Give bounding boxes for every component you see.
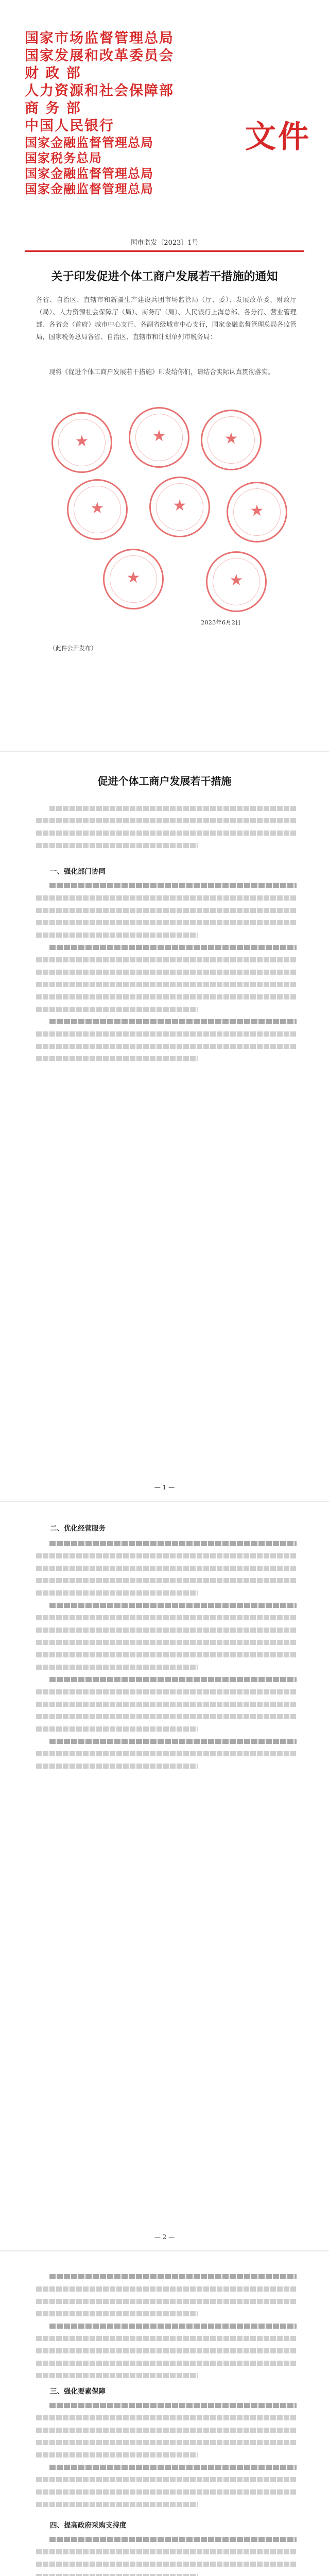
official-seal: ★ (227, 482, 287, 543)
body-text (36, 1534, 297, 1776)
official-seal: ★ (201, 410, 262, 470)
agency-line: 国家金融监督管理总局 (25, 135, 153, 150)
official-seal: ★ (206, 551, 267, 612)
agency-line: 人力资源和社会保障部 (25, 83, 174, 99)
measures-title: 促进个体工商户发展若干措施 (97, 775, 232, 787)
agency-line: 国家税务总局 (25, 150, 102, 165)
notice-body: 现将《促进个体工商户发展若干措施》印发给你们，请结合实际认真贯彻落实。 (49, 368, 274, 376)
body-text (36, 2267, 297, 2385)
red-divider (25, 250, 304, 252)
agency-line: 国家发展和改革委员会 (25, 48, 174, 64)
notice-title: 关于印发促进个体工商户发展若干措施的通知 (51, 270, 278, 283)
page-4 (0, 2251, 329, 2576)
document-number: 国市监发〔2023〕1号 (130, 239, 199, 247)
body-text (36, 799, 297, 855)
body-text (36, 2530, 297, 2576)
agency-line: 国家金融监督管理总局 (25, 181, 153, 196)
official-seal: ★ (103, 549, 164, 609)
signing-date: 2023年6月2日 (201, 619, 241, 626)
agency-line: 中国人民银行 (25, 118, 114, 134)
agency-line: 财 政 部 (25, 65, 81, 81)
official-seal: ★ (67, 479, 128, 540)
official-seal: ★ (51, 412, 112, 473)
section-heading: 二、优化经营服务 (50, 1524, 106, 1533)
body-text (36, 2396, 297, 2514)
notice-recipients: 各省、自治区、直辖市和新疆生产建设兵团市场监管局（厅、委）、发展改革委、财政厅（局）、人力资源社会保障厅（局）、商务厅（局）、人民银行上海总部、各分行、营业管理部、各省会（首府）城市中心支行、各副省级城市中心支行，国家金融监督管理总局各监管局，国家税务总局各省、自治区、直辖市和计划单列市税务局： (36, 296, 297, 341)
official-seal: ★ (129, 407, 189, 468)
page-number: — 1 — (154, 1484, 175, 1491)
page-3 (0, 1502, 329, 2251)
agency-line: 国家市场监督管理总局 (25, 30, 174, 46)
issuing-agencies (25, 30, 262, 197)
section-heading: 三、强化要素保障 (50, 2387, 106, 2396)
page-number: — 2 — (154, 2233, 175, 2241)
official-seal: ★ (149, 477, 210, 537)
agency-line: 商 务 部 (25, 100, 81, 116)
document-heading-mark: 文件 (245, 119, 311, 155)
publication-note: （此件公开发布） (49, 645, 97, 652)
page-1 (0, 0, 329, 752)
section-heading: 四、提高政府采购支持度 (50, 2521, 127, 2530)
body-text (36, 876, 297, 1069)
agency-line: 国家金融监督管理总局 (25, 166, 153, 181)
section-heading: 一、强化部门协同 (50, 868, 106, 876)
page-2 (0, 752, 329, 1502)
